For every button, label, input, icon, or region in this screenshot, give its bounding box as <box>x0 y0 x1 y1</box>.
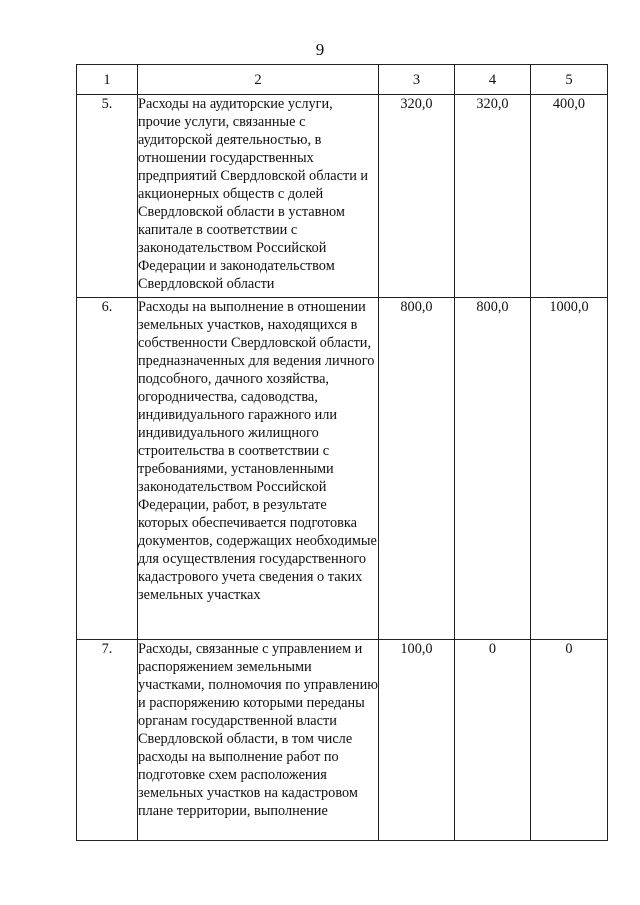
expenditure-table <box>76 64 608 841</box>
row-value-col3: 100,0 <box>379 640 455 841</box>
table-row <box>77 95 608 298</box>
row-description: Расходы на выполнение в отношении земельных участков, находящихся в собственности Свердловской области, предназначенных для ведения личного подсобного, дачного хозяйства, огородничества, садоводства, индивидуального гаражного или индивидуального жилищного строительства в соответствии с требованиями, установленными законодательством Российской Федерации, работ, в результате которых обеспечивается подготовка документов, содержащих необходимые для осуществления государственного кадастрового учета сведения о таких земельных участках <box>138 298 379 640</box>
column-header-1: 1 <box>77 65 138 95</box>
row-number: 5. <box>77 95 138 298</box>
row-value-col4: 800,0 <box>455 298 531 640</box>
column-header-5: 5 <box>531 65 608 95</box>
row-value-col3: 800,0 <box>379 298 455 640</box>
row-number: 7. <box>77 640 138 841</box>
row-value-col4: 0 <box>455 640 531 841</box>
row-description: Расходы на аудиторские услуги, прочие услуги, связанные с аудиторской деятельностью, в отношении государственных предприятий Свердловской области и акционерных обществ с долей Свердловской области в уставном капитале в соответствии с законодательством Российской Федерации и законодательством Свердловской области <box>138 95 379 298</box>
row-value-col5: 1000,0 <box>531 298 608 640</box>
row-number: 6. <box>77 298 138 640</box>
column-header-3: 3 <box>379 65 455 95</box>
row-value-col5: 0 <box>531 640 608 841</box>
row-value-col5: 400,0 <box>531 95 608 298</box>
column-header-2: 2 <box>138 65 379 95</box>
table-row <box>77 298 608 640</box>
page-number: 9 <box>315 40 325 59</box>
row-value-col3: 320,0 <box>379 95 455 298</box>
table-row <box>77 640 608 841</box>
table-header-row <box>77 65 608 95</box>
row-description: Расходы, связанные с управлением и распоряжением земельными участками, полномочия по управлению и распоряжению которыми переданы органам государственной власти Свердловской области, в том числе расходы на выполнение работ по подготовке схем расположения земельных участков на кадастровом плане территории, выполнение <box>138 640 379 841</box>
row-value-col4: 320,0 <box>455 95 531 298</box>
column-header-4: 4 <box>455 65 531 95</box>
